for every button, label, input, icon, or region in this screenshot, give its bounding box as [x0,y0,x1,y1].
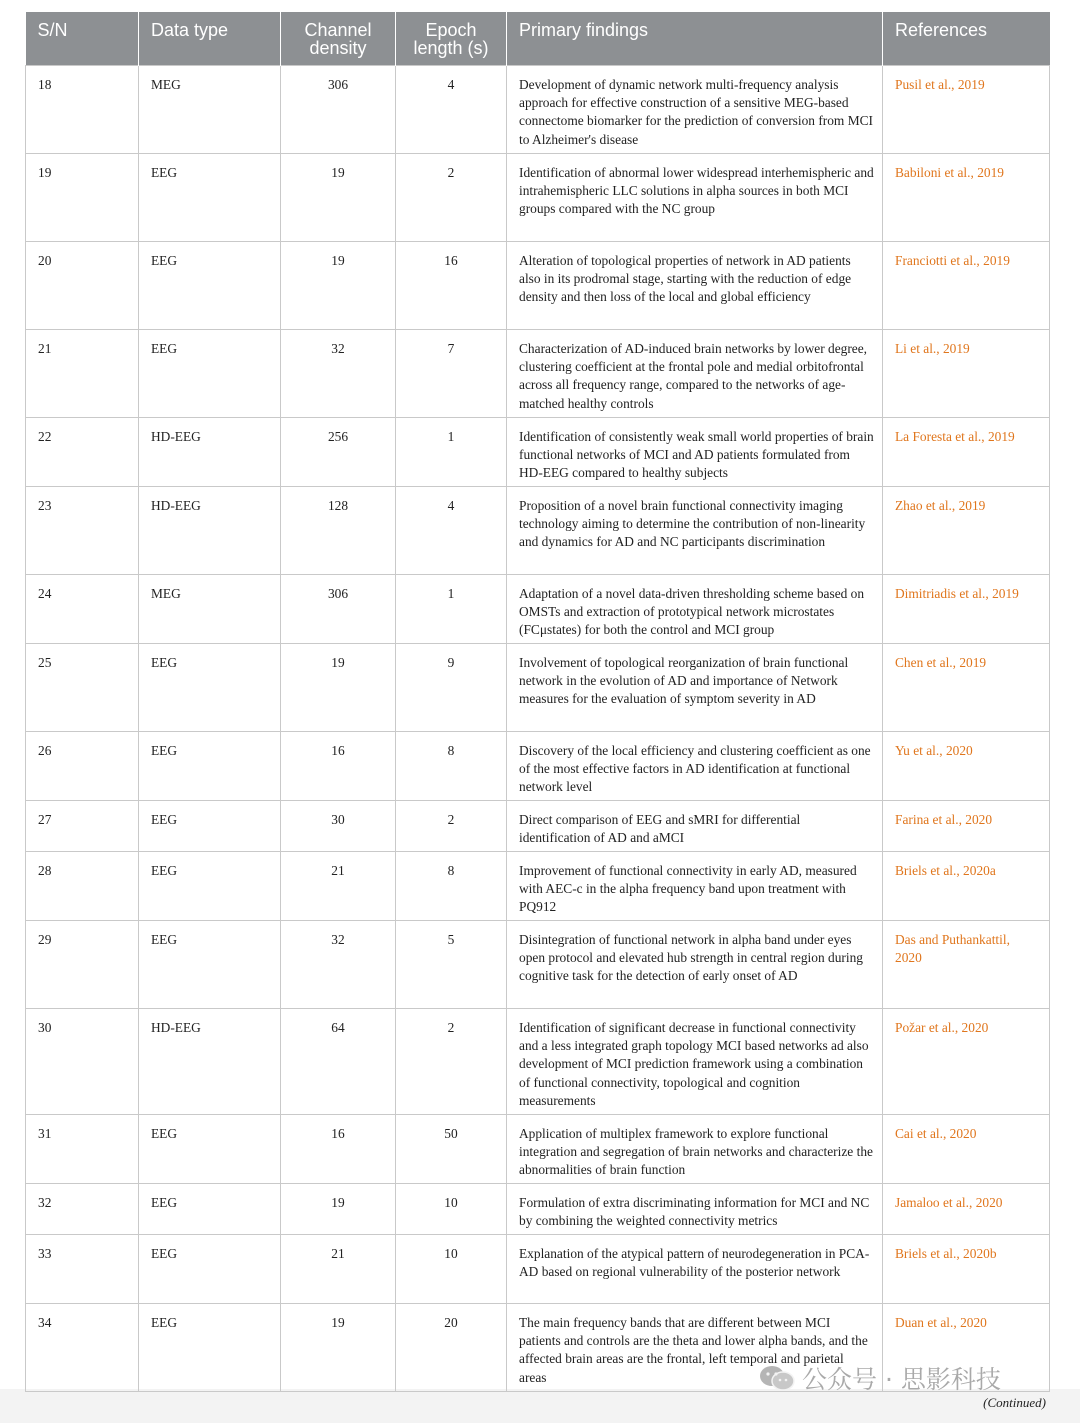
cell-reference[interactable]: Požar et al., 2020 [883,1008,1050,1114]
header-references: References [883,12,1050,65]
cell-data-type: EEG [139,920,281,1008]
cell-channel-density: 19 [281,643,396,731]
cell-reference[interactable]: Jamaloo et al., 2020 [883,1183,1050,1234]
table-row [26,731,1050,800]
table-row [26,1234,1050,1303]
cell-channel-density: 256 [281,417,396,486]
cell-reference[interactable]: Zhao et al., 2019 [883,486,1050,574]
cell-epoch-length: 5 [396,920,507,1008]
cell-primary-finding: Adaptation of a novel data-driven thresholding scheme based on OMSTs and extraction of prototypical network microstates (FCμstates) for both the control and MCI group [507,574,883,643]
cell-epoch-length: 7 [396,329,507,417]
cell-channel-density: 32 [281,329,396,417]
table-row [26,851,1050,920]
cell-epoch-length: 2 [396,800,507,851]
cell-reference[interactable]: La Foresta et al., 2019 [883,417,1050,486]
cell-sn: 24 [26,574,139,643]
cell-epoch-length: 4 [396,486,507,574]
cell-channel-density: 30 [281,800,396,851]
table-body [26,65,1050,1391]
header-channel-density: Channel density [281,12,396,65]
cell-data-type: MEG [139,574,281,643]
cell-primary-finding: Disintegration of functional network in alpha band under eyes open protocol and elevated hub strength in central region during cognitive task for the detection of early onset of AD [507,920,883,1008]
table-row [26,153,1050,241]
cell-data-type: EEG [139,241,281,329]
continued-note: (Continued) [983,1395,1046,1410]
cell-channel-density: 19 [281,1303,396,1391]
cell-primary-finding: Discovery of the local efficiency and clustering coefficient as one of the most effective factors in AD identification at functional network level [507,731,883,800]
cell-data-type: EEG [139,800,281,851]
cell-primary-finding: Identification of significant decrease in functional connectivity and a less integrated graph topology MCI based networks ad also development of MCI prediction framework using a combination of functional connectivity, topological and cognition measurements [507,1008,883,1114]
cell-data-type: MEG [139,65,281,153]
cell-epoch-length: 1 [396,574,507,643]
cell-reference[interactable]: Farina et al., 2020 [883,800,1050,851]
header-sn: S/N [37,20,68,40]
cell-primary-finding: Alteration of topological properties of network in AD patients also in its prodromal stage, starting with the reduction of edge density and then loss of the local and global efficiency [507,241,883,329]
cell-channel-density: 16 [281,1114,396,1183]
cell-channel-density: 306 [281,65,396,153]
cell-channel-density: 21 [281,1234,396,1303]
cell-sn: 21 [26,329,139,417]
table-header [26,12,1050,65]
cell-sn: 19 [26,153,139,241]
cell-primary-finding: Development of dynamic network multi-frequency analysis approach for effective construction of a sensitive MEG-based connectome biomarker for the prediction of conversion from MCI to Alzheimer's disease [507,65,883,153]
cell-reference[interactable]: Das and Puthankattil, 2020 [883,920,1050,1008]
cell-sn: 26 [26,731,139,800]
cell-sn: 18 [26,65,139,153]
cell-channel-density: 306 [281,574,396,643]
table-row [26,800,1050,851]
cell-reference[interactable]: Briels et al., 2020a [883,851,1050,920]
table-row [26,643,1050,731]
cell-reference[interactable]: Duan et al., 2020 [883,1303,1050,1391]
cell-sn: 30 [26,1008,139,1114]
cell-primary-finding: The main frequency bands that are different between MCI patients and controls are the theta and lower alpha bands, and the affected brain areas are the frontal, left temporal and parietal areas [507,1303,883,1391]
cell-primary-finding: Involvement of topological reorganization of brain functional network in the evolution of AD and importance of Network measures for the evaluation of symptom severity in AD [507,643,883,731]
cell-channel-density: 64 [281,1008,396,1114]
cell-epoch-length: 10 [396,1183,507,1234]
cell-reference[interactable]: Dimitriadis et al., 2019 [883,574,1050,643]
cell-primary-finding: Formulation of extra discriminating information for MCI and NC by combining the weighted connectivity metrics [507,1183,883,1234]
table-row [26,486,1050,574]
cell-sn: 33 [26,1234,139,1303]
header-data-type: Data type [139,12,281,65]
cell-primary-finding: Improvement of functional connectivity in early AD, measured with AEC-c in the alpha frequency band upon treatment with PQ912 [507,851,883,920]
table-row [26,574,1050,643]
cell-primary-finding: Characterization of AD-induced brain networks by lower degree, clustering coefficient at the frontal pole and medial orbitofrontal across all frequency range, compared to the networks of age-matched healthy controls [507,329,883,417]
cell-epoch-length: 20 [396,1303,507,1391]
table-row [26,920,1050,1008]
cell-channel-density: 16 [281,731,396,800]
cell-primary-finding: Proposition of a novel brain functional connectivity imaging technology aiming to determine the contribution of non-linearity and dynamics for AD and NC participants discrimination [507,486,883,574]
cell-sn: 27 [26,800,139,851]
cell-sn: 23 [26,486,139,574]
cell-data-type: HD-EEG [139,417,281,486]
wechat-icon [758,1364,796,1392]
cell-reference[interactable]: Briels et al., 2020b [883,1234,1050,1303]
table-row [26,329,1050,417]
cell-primary-finding: Explanation of the atypical pattern of neurodegeneration in PCA-AD based on regional vulnerability of the posterior network [507,1234,883,1303]
cell-epoch-length: 16 [396,241,507,329]
cell-epoch-length: 1 [396,417,507,486]
cell-epoch-length: 8 [396,851,507,920]
cell-data-type: EEG [139,329,281,417]
cell-sn: 32 [26,1183,139,1234]
cell-data-type: EEG [139,643,281,731]
cell-data-type: EEG [139,1303,281,1391]
watermark-text: 公众号 · 思影科技 [802,1365,1001,1394]
cell-data-type: HD-EEG [139,486,281,574]
table-row [26,1183,1050,1234]
cell-data-type: EEG [139,1114,281,1183]
cell-reference[interactable]: Pusil et al., 2019 [883,65,1050,153]
cell-reference[interactable]: Cai et al., 2020 [883,1114,1050,1183]
cell-epoch-length: 8 [396,731,507,800]
cell-data-type: EEG [139,731,281,800]
table-row [26,417,1050,486]
table-row [26,65,1050,153]
cell-data-type: EEG [139,1234,281,1303]
table-row [26,1114,1050,1183]
table-row [26,1008,1050,1114]
cell-primary-finding: Identification of abnormal lower widespread interhemispheric and intrahemispheric LLC solutions in alpha sources in both MCI groups compared with the NC group [507,153,883,241]
cell-reference[interactable]: Li et al., 2019 [883,329,1050,417]
cell-sn: 20 [26,241,139,329]
cell-primary-finding: Application of multiplex framework to explore functional integration and segregation of brain networks and characterize the abnormalities of brain function [507,1114,883,1183]
cell-channel-density: 19 [281,1183,396,1234]
cell-channel-density: 21 [281,851,396,920]
table-row [26,241,1050,329]
cell-primary-finding: Identification of consistently weak small world properties of brain functional networks of MCI and AD patients formulated from HD-EEG compared to healthy subjects [507,417,883,486]
cell-channel-density: 19 [281,241,396,329]
cell-epoch-length: 4 [396,65,507,153]
header-primary-findings: Primary findings [507,12,883,65]
cell-sn: 28 [26,851,139,920]
cell-sn: 25 [26,643,139,731]
cell-epoch-length: 10 [396,1234,507,1303]
cell-epoch-length: 2 [396,1008,507,1114]
cell-epoch-length: 50 [396,1114,507,1183]
cell-sn: 22 [26,417,139,486]
cell-sn: 29 [26,920,139,1008]
cell-reference[interactable]: Franciotti et al., 2019 [883,241,1050,329]
cell-channel-density: 19 [281,153,396,241]
cell-reference[interactable]: Chen et al., 2019 [883,643,1050,731]
cell-sn: 31 [26,1114,139,1183]
cell-channel-density: 128 [281,486,396,574]
cell-data-type: EEG [139,851,281,920]
cell-data-type: EEG [139,153,281,241]
watermark [758,1360,1001,1396]
cell-data-type: EEG [139,1183,281,1234]
cell-epoch-length: 9 [396,643,507,731]
cell-primary-finding: Direct comparison of EEG and sMRI for differential identification of AD and aMCI [507,800,883,851]
cell-reference[interactable]: Babiloni et al., 2019 [883,153,1050,241]
cell-data-type: HD-EEG [139,1008,281,1114]
cell-sn: 34 [26,1303,139,1391]
literature-table [25,12,1050,1392]
cell-epoch-length: 2 [396,153,507,241]
header-epoch-length: Epoch length (s) [396,12,507,65]
cell-reference[interactable]: Yu et al., 2020 [883,731,1050,800]
cell-channel-density: 32 [281,920,396,1008]
